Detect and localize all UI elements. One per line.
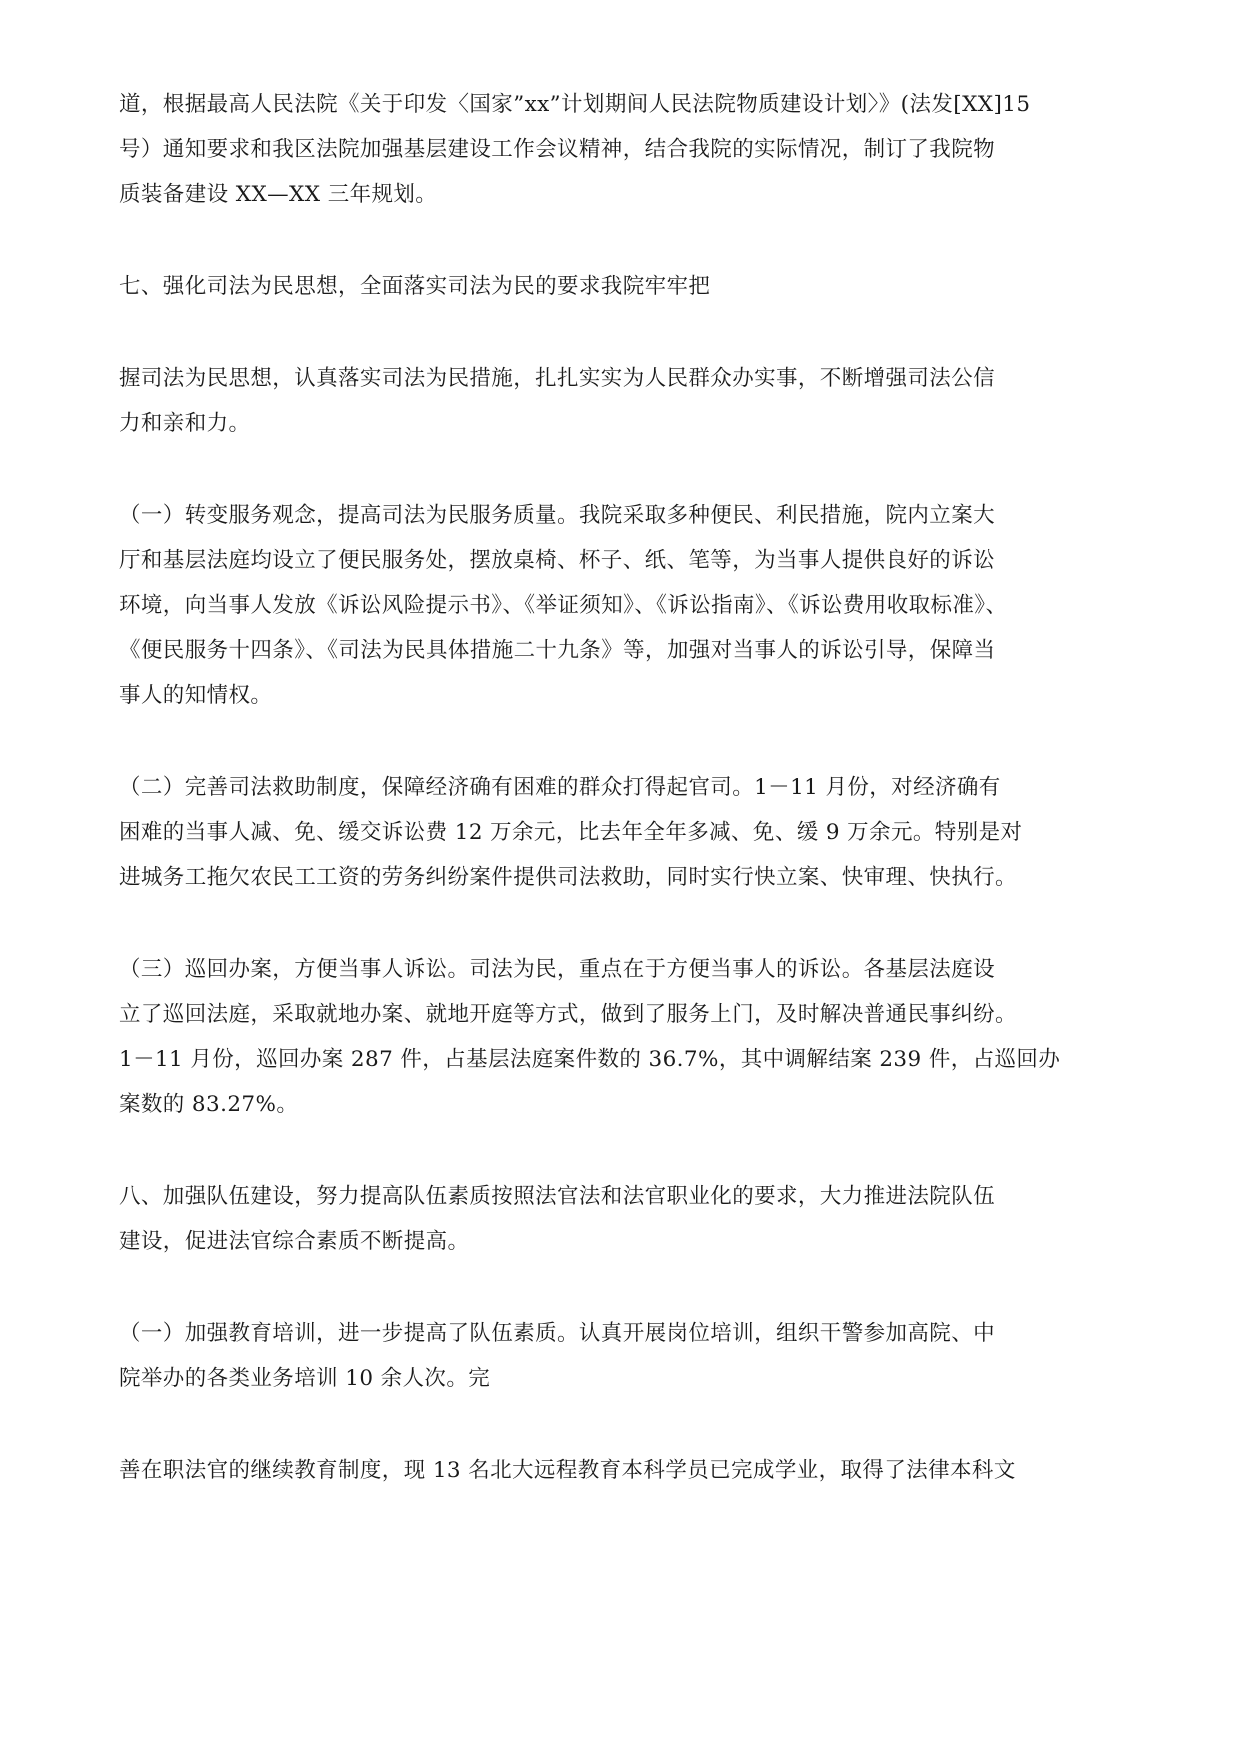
text-line: 院举办的各类业务培训 10 余人次。完 [119, 1366, 491, 1391]
text-line: 厅和基层法庭均设立了便民服务处，摆放桌椅、杯子、纸、笔等，为当事人提供良好的诉讼 [119, 548, 996, 573]
section-heading-eight [119, 1174, 1129, 1264]
text-line: 《便民服务十四条》、《司法为民具体措施二十九条》等，加强对当事人的诉讼引导，保障当 [119, 638, 996, 663]
text-line: 七、强化司法为民思想，全面落实司法为民的要求我院牢牢把 [119, 274, 711, 299]
text-line: 质装备建设 XX—XX 三年规划。 [119, 182, 438, 207]
text-line: （三）巡回办案，方便当事人诉讼。司法为民，重点在于方便当事人的诉讼。各基层法庭设 [119, 957, 996, 982]
text-line: 困难的当事人减、免、缓交诉讼费 12 万余元，比去年全年多减、免、缓 9 万余元。特别是对 [119, 820, 1023, 845]
paragraph-p5 [119, 765, 1129, 900]
text-line: （二）完善司法救助制度，保障经济确有困难的群众打得起官司。1－11 月份，对经济确有 [119, 775, 1001, 800]
paragraph-p8 [119, 1311, 1129, 1401]
text-line: （一）转变服务观念，提高司法为民服务质量。我院采取多种便民、利民措施，院内立案大 [119, 503, 996, 528]
text-line: 道，根据最高人民法院《关于印发〈国家”xx”计划期间人民法院物质建设计划〉》(法发[XX]15 [119, 92, 1031, 117]
paragraph-p3 [119, 356, 1129, 446]
text-line: 建设，促进法官综合素质不断提高。 [119, 1229, 470, 1254]
text-line: 1－11 月份，巡回办案 287 件，占基层法庭案件数的 36.7%，其中调解结案 239 件，占巡回办 [119, 1047, 1061, 1072]
paragraph-p1 [119, 82, 1129, 217]
text-line: 立了巡回法庭，采取就地办案、就地开庭等方式，做到了服务上门，及时解决普通民事纠纷。 [119, 1002, 1017, 1027]
text-line: 事人的知情权。 [119, 683, 273, 708]
paragraph-p4 [119, 493, 1129, 718]
text-line: 善在职法官的继续教育制度，现 13 名北大远程教育本科学员已完成学业，取得了法律本科文 [119, 1458, 1016, 1483]
text-line: 握司法为民思想，认真落实司法为民措施，扎扎实实为人民群众办实事，不断增强司法公信 [119, 366, 996, 391]
text-line: 环境，向当事人发放《诉讼风险提示书》、《举证须知》、《诉讼指南》、《诉讼费用收取标准》、 [119, 593, 1008, 618]
paragraph-p9 [119, 1448, 1129, 1493]
document-body [119, 82, 1129, 1493]
text-line: 案数的 83.27%。 [119, 1092, 299, 1117]
text-line: （一）加强教育培训，进一步提高了队伍素质。认真开展岗位培训，组织干警参加高院、中 [119, 1321, 996, 1346]
paragraph-p6 [119, 947, 1129, 1127]
text-line: 进城务工拖欠农民工工资的劳务纠纷案件提供司法救助，同时实行快立案、快审理、快执行。 [119, 865, 1017, 890]
text-line: 力和亲和力。 [119, 411, 251, 436]
section-heading-seven [119, 264, 1129, 309]
text-line: 八、加强队伍建设，努力提高队伍素质按照法官法和法官职业化的要求，大力推进法院队伍 [119, 1184, 996, 1209]
text-line: 号）通知要求和我区法院加强基层建设工作会议精神，结合我院的实际情况，制订了我院物 [119, 137, 996, 162]
